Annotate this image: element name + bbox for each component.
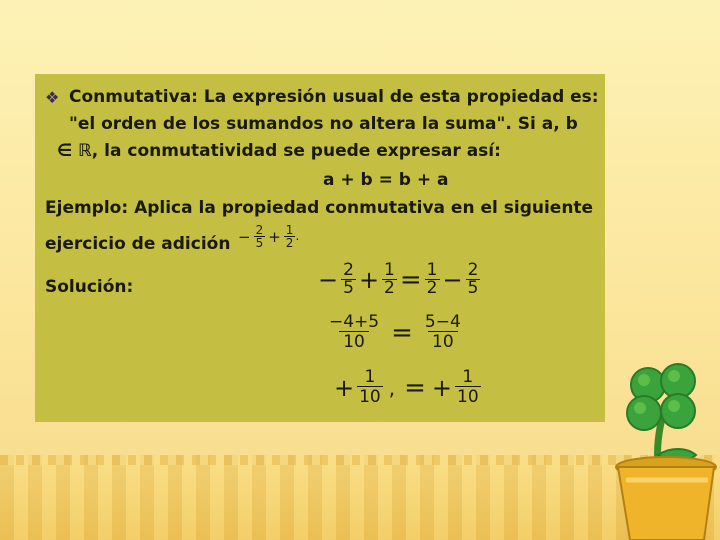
solution-label: Solución: bbox=[45, 277, 134, 297]
text-line-1: Conmutativa: La expresión usual de esta propiedad es: bbox=[69, 87, 599, 107]
example-line: Ejemplo: Aplica la propiedad conmutativa en el siguiente bbox=[45, 198, 594, 218]
slide-content-box bbox=[35, 74, 605, 422]
solution-step-3: + $\frac{1}{10}$ , = + $\frac{1}{10}$ bbox=[334, 367, 479, 407]
exercise-line: ejercicio de adición bbox=[45, 234, 231, 254]
text-line-2: "el orden de los sumandos no altera la suma". Si a, b bbox=[69, 114, 578, 134]
solution-step-1: − $\frac{2}{5}$ + $\frac{1}{2}$ = $\frac{1}{2}$ − $\frac{2}{5}$ bbox=[318, 260, 479, 298]
exercise-expression: − $\frac{2}{5}$ + $\frac{1}{2}$ . bbox=[238, 223, 300, 250]
commutative-formula: a + b = b + a bbox=[323, 170, 449, 190]
text-line-3: ∈ ℝ, la conmutatividad se puede expresar así: bbox=[57, 141, 501, 161]
clover-plant-icon bbox=[600, 355, 720, 540]
solution-step-2: $\frac{-4+5}{10}$ = $\frac{5-4}{10}$ bbox=[329, 312, 461, 352]
bullet-diamond-icon: ❖ bbox=[45, 88, 60, 107]
